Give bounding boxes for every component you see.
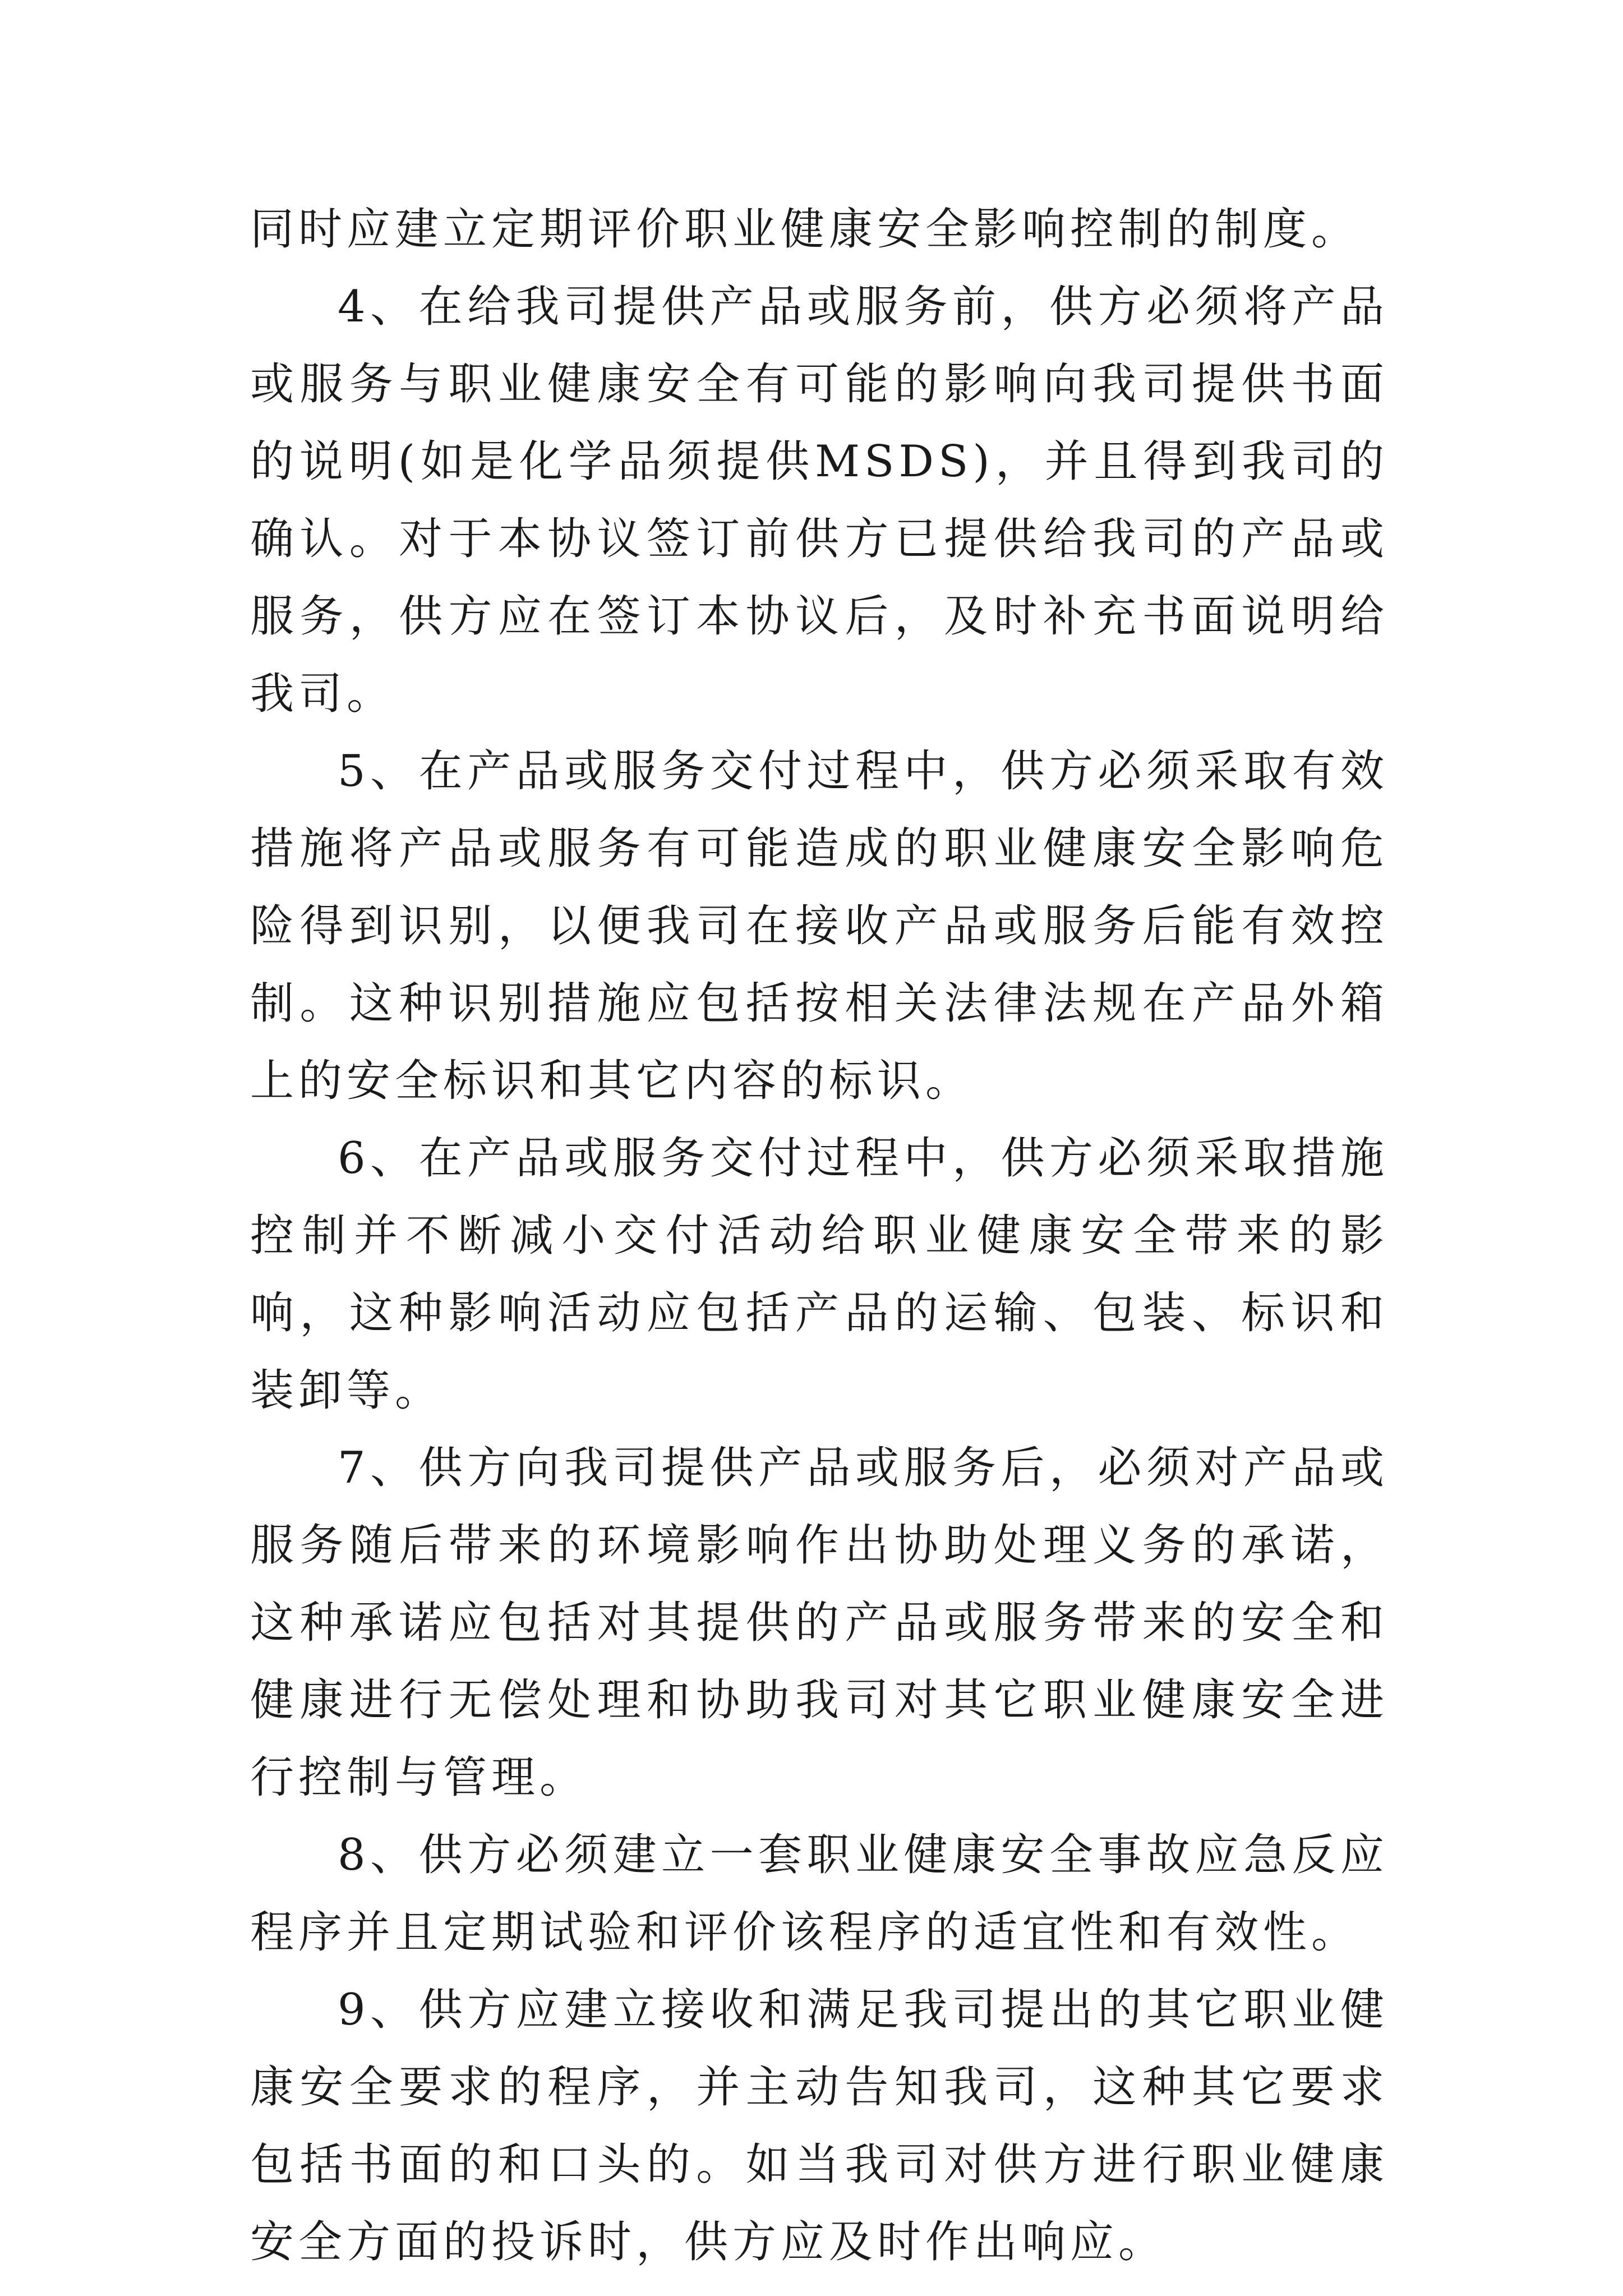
paragraph-item-5: 5、在产品或服务交付过程中，供方必须采取有效措施将产品或服务有可能造成的职业健康安全影响危险得到识别，以便我司在接收产品或服务后能有效控制。这种识别措施应包括按相关法律法规在产品外箱上的安全标识和其它内容的标识。 (250, 746, 1389, 1106)
document-body (250, 191, 1389, 2281)
paragraph-continuation: 同时应建立定期评价职业健康安全影响控制的制度。 (250, 204, 1360, 255)
paragraph-item-9: 9、供方应建立接收和满足我司提出的其它职业健康安全要求的程序，并主动告知我司，这种其它要求包括书面的和口头的。如当我司对供方进行职业健康安全方面的投诉时，供方应及时作出响应。 (250, 1985, 1389, 2267)
paragraph-item-8: 8、供方必须建立一套职业健康安全事故应急反应程序并且定期试验和评价该程序的适宜性和有效性。 (250, 1830, 1389, 1958)
paragraph-item-6: 6、在产品或服务交付过程中，供方必须采取措施控制并不断减小交付活动给职业健康安全带来的影响，这种影响活动应包括产品的运输、包装、标识和装卸等。 (250, 1133, 1389, 1416)
paragraph-item-7: 7、供方向我司提供产品或服务后，必须对产品或服务随后带来的环境影响作出协助处理义务的承诺，这种承诺应包括对其提供的产品或服务带来的安全和健康进行无偿处理和协助我司对其它职业健康安全进行控制与管理。 (250, 1443, 1389, 1803)
paragraph-item-4: 4、在给我司提供产品或服务前，供方必须将产品或服务与职业健康安全有可能的影响向我司提供书面的说明(如是化学品须提供MSDS)，并且得到我司的确认。对于本协议签订前供方已提供给我司的产品或服务，供方应在签订本协议后，及时补充书面说明给我司。 (250, 282, 1389, 719)
